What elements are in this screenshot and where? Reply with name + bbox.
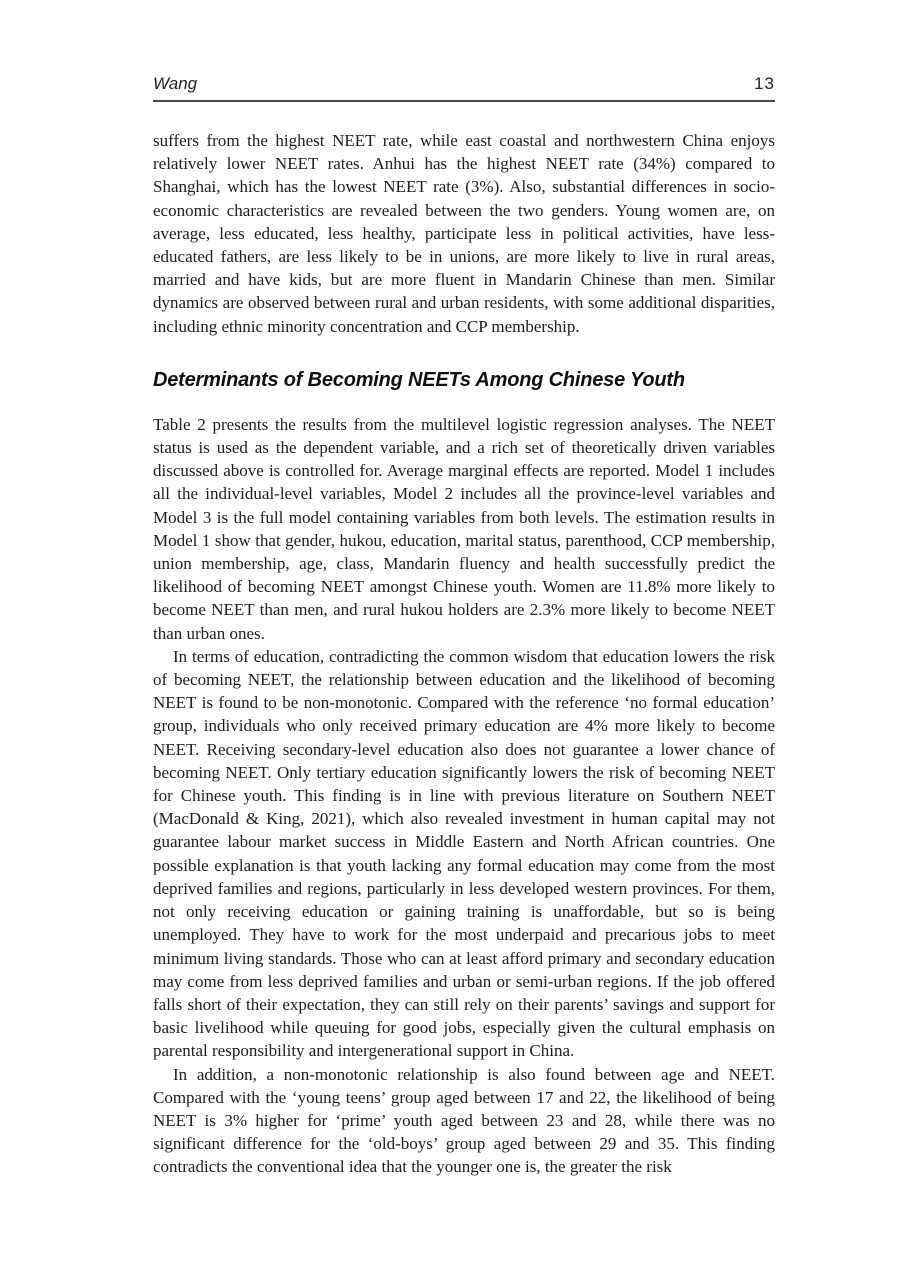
paragraph-regression-results: Table 2 presents the results from the multilevel logistic regression analyses. The NEET status is used as the dependent variable, and a rich set of theoretically driven variables discussed above is controlled for. Average marginal effects are reported. Model 1 includes all the individual-level variables, Model 2 includes all the province-level variables and Model 3 is the full model containing variables from both levels. The estimation results in Model 1 show that gender, hukou, education, marital status, parenthood, CCP membership, union membership, age, class, Mandarin fluency and health successfully predict the likelihood of becoming NEET amongst Chinese youth. Women are 11.8% more likely to become NEET than men, and rural hukou holders are 2.3% more likely to become NEET than urban ones. — [153, 414, 775, 643]
section-heading: Determinants of Becoming NEETs Among Chinese Youth — [153, 368, 685, 391]
paragraph-age-effects: In addition, a non-monotonic relationship is also found between age and NEET. Compared with the ‘young teens’ group aged between 17 and 22, the likelihood of being NEET is 3% higher for ‘prime’ youth aged between 23 and 28, while there was no significant difference for the ‘old-boys’ group aged between 29 and 35. This finding contradicts the conventional idea that the younger one is, the greater the risk — [153, 1064, 775, 1177]
paragraph-education-effects: In terms of education, contradicting the common wisdom that education lowers the risk of becoming NEET, the relationship between education and the likelihood of becoming NEET is found to be non-monotonic. Compared with the reference ‘no formal education’ group, individuals who only received primary education are 4% more likely to become NEET. Receiving secondary-level education also does not guarantee a lower chance of becoming NEET. Only tertiary education significantly lowers the risk of becoming NEET for Chinese youth. This finding is in line with previous literature on Southern NEET (MacDonald & King, 2021), which also revealed investment in human capital may not guarantee labour market success in Middle Eastern and North African countries. One possible explanation is that youth lacking any formal education may come from the most deprived families and regions, particularly in less developed western provinces. For them, not only receiving education or gaining training is unaffordable, but so is being unemployed. They have to work for the most underpaid and precarious jobs to meet minimum living standards. Those who can at least afford primary and secondary education may come from less deprived families and urban or semi-urban regions. If the job offered falls short of their expectation, they can still rely on their parents’ savings and support for basic livelihood while queuing for good jobs, especially given the cultural emphasis on parental responsibility and intergenerational support in China. — [153, 646, 775, 1061]
running-head-author: Wang — [153, 74, 198, 93]
page-header — [153, 74, 775, 94]
page-number: 13 — [754, 74, 775, 93]
article-body — [153, 129, 775, 1179]
paragraph-continuation: suffers from the highest NEET rate, while east coastal and northwestern China enjoys relatively lower NEET rates. Anhui has the highest NEET rate (34%) compared to Shanghai, which has the lowest NEET rate (3%). Also, substantial differences in socio-economic characteristics are revealed between the two genders. Young women are, on average, less educated, less healthy, participate less in political activities, have less-educated fathers, are less likely to be in unions, are more likely to live in rural areas, married and have kids, but are more fluent in Mandarin Chinese than men. Similar dynamics are observed between rural and urban residents, with some additional disparities, including ethnic minority concentration and CCP membership. — [153, 131, 775, 336]
header-rule — [153, 100, 775, 102]
